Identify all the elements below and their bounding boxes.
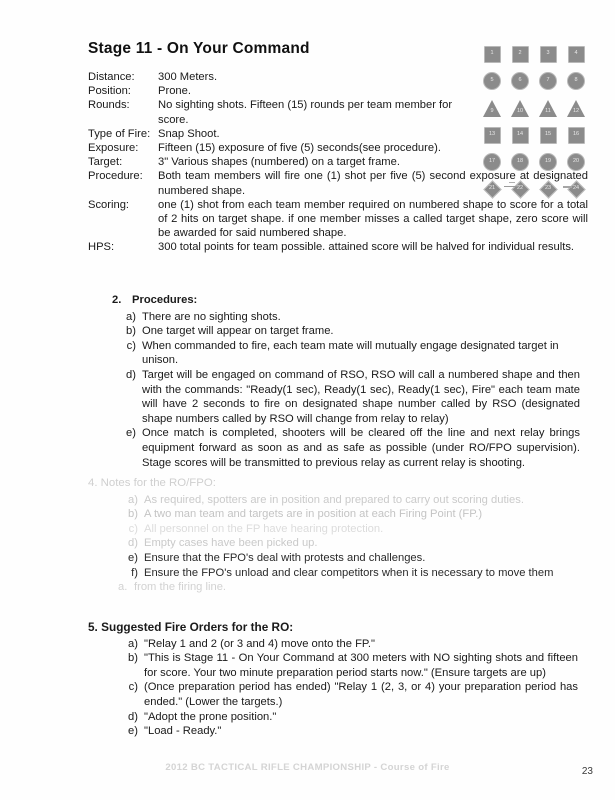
square-target-icon — [568, 127, 585, 144]
list-item — [116, 507, 578, 522]
list-item-marker: b) — [128, 652, 138, 665]
shape-number-label: 1 — [490, 50, 494, 57]
list-item — [116, 651, 578, 680]
list-item — [116, 536, 578, 551]
list-item-text: There are no sighting shots. — [142, 310, 281, 323]
shape-cell — [506, 44, 534, 64]
list-item — [116, 724, 578, 739]
list-item-text: "This is Stage 11 - On Your Command at 300 meters with NO sighting shots and fifteen for score. Your two minute preparation period starts now." (Ensure targets are up) — [144, 652, 578, 679]
shape-row — [478, 98, 590, 118]
list-item-marker: f) — [131, 566, 138, 579]
list-item-marker: d) — [126, 368, 136, 381]
list-item — [116, 710, 578, 725]
list-item — [116, 522, 578, 537]
spec-row — [88, 198, 588, 241]
list-item-marker: a) — [128, 493, 138, 506]
shape-number-label: 10 — [516, 108, 524, 115]
list-item — [116, 493, 578, 508]
list-item-marker: e) — [126, 427, 136, 440]
section-notes-subitem-text: from the firing line. — [134, 581, 227, 594]
shape-row — [478, 125, 590, 145]
spec-row — [88, 141, 468, 155]
list-item-text: "Relay 1 and 2 (or 3 and 4) move onto the FP." — [144, 637, 375, 650]
shape-cell — [478, 44, 506, 64]
shape-number-label: 23 — [544, 185, 552, 192]
spec-value: 3" Various shapes (numbered) on a target frame. — [158, 156, 400, 169]
shape-number-label: 20 — [572, 158, 580, 165]
spec-value: 300 Meters. — [158, 71, 218, 83]
section-notes-items — [88, 493, 578, 581]
spec-label: Type of Fire: — [88, 127, 151, 140]
list-item-marker: e) — [128, 725, 138, 738]
list-item-text: "Load - Ready." — [144, 725, 222, 738]
triangle-shape-fill — [567, 100, 585, 117]
spec-label: Distance: — [88, 71, 135, 83]
shape-cell — [506, 98, 534, 118]
circle-target-icon — [511, 72, 529, 90]
circle-target-icon — [483, 153, 501, 171]
triangle-target-icon — [483, 100, 502, 117]
list-item-marker: c) — [128, 522, 138, 535]
list-item — [112, 368, 580, 426]
spec-row — [88, 98, 468, 126]
shape-number-label: 16 — [572, 131, 580, 138]
square-target-icon — [484, 127, 501, 144]
section-fire-orders — [88, 620, 578, 739]
section-procedures-heading — [112, 293, 580, 308]
list-item-marker: c) — [128, 681, 138, 694]
list-item-text: When commanded to fire, each team mate will mutually engage designated target in unison. — [142, 339, 559, 367]
shape-cell — [506, 125, 534, 145]
shape-cell — [478, 71, 506, 91]
section-procedures-number: 2. — [112, 294, 122, 306]
section-procedures — [112, 293, 580, 470]
triangle-shape-fill — [483, 100, 501, 117]
spec-row — [88, 155, 468, 169]
shape-cell — [562, 71, 590, 91]
section-notes-heading: 4. Notes for the RO/FPO: — [88, 477, 216, 489]
shape-number-label: 9 — [490, 108, 494, 115]
shape-number-label: 4 — [574, 50, 578, 57]
shape-cell — [562, 44, 590, 64]
spec-value: No sighting shots. Fifteen (15) rounds per team member for score. — [158, 99, 453, 126]
list-item-text: A two man team and targets are in position at each Firing Point (FP.) — [144, 508, 483, 521]
triangle-shape-fill — [511, 100, 529, 117]
list-item-marker: a) — [126, 310, 136, 323]
square-target-icon — [512, 127, 529, 144]
list-item-marker: d) — [128, 537, 138, 550]
square-target-icon — [512, 46, 529, 63]
shape-number-label: 13 — [488, 131, 496, 138]
shape-row — [478, 44, 590, 64]
shape-row — [478, 71, 590, 91]
shape-cell — [562, 125, 590, 145]
list-item-marker: b) — [128, 508, 138, 521]
circle-target-icon — [567, 153, 585, 171]
square-target-icon — [484, 46, 501, 63]
shape-number-label: 24 — [572, 185, 580, 192]
circle-target-icon — [511, 153, 529, 171]
section-procedures-items — [112, 310, 580, 471]
shape-cell — [478, 125, 506, 145]
shape-cell — [534, 44, 562, 64]
spec-label: Procedure: — [88, 170, 143, 183]
page-title: Stage 11 - On Your Command — [88, 40, 310, 57]
shape-number-label: 15 — [544, 131, 552, 138]
list-item — [116, 680, 578, 709]
square-target-icon — [568, 46, 585, 63]
shape-number-label: 6 — [518, 77, 522, 84]
shape-number-label: 2 — [518, 50, 522, 57]
spec-row — [88, 127, 468, 141]
spec-label: Rounds: — [88, 99, 130, 112]
circle-target-icon — [539, 72, 557, 90]
shape-number-label: 12 — [572, 108, 580, 115]
spec-label: Target: — [88, 156, 123, 169]
shape-number-label: 5 — [490, 77, 494, 84]
list-item — [116, 551, 578, 566]
list-item-text: Empty cases have been picked up. — [144, 537, 318, 550]
spec-value: Both team members will fire one (1) shot per five (5) second exposure at designated numbered shape. — [158, 170, 588, 197]
spec-row — [88, 70, 468, 84]
shape-cell — [534, 71, 562, 91]
spec-value: one (1) shot from each team member required on numbered shape to score for a total of 2 hits on target shape. if one member misses a called target shape, zero score will be awarded for said numbered shape. — [158, 198, 588, 240]
list-item-text: Ensure the FPO's unload and clear competitors when it is necessary to move them — [144, 566, 554, 579]
shape-cell — [506, 71, 534, 91]
list-item-text: Target will be engaged on command of RSO, RSO will call a numbered shape and then with the commands: "Ready(1 sec), Ready(1 sec), Ready(1 sec), Fire" each team mate will have 2 seconds to fire on designated shape number called by RSO (designated shape numbers called by RSO will change from relay to relay) — [142, 368, 580, 425]
section-fire-orders-items — [88, 637, 578, 739]
list-item-text: Ensure that the FPO's deal with protests and challenges. — [144, 551, 426, 564]
shape-number-label: 3 — [546, 50, 550, 57]
circle-target-icon — [567, 72, 585, 90]
shape-number-label: 11 — [545, 108, 551, 115]
list-item-marker: a) — [128, 637, 138, 650]
page-number: 23 — [581, 766, 593, 777]
shape-cell — [534, 98, 562, 118]
list-item — [112, 310, 580, 325]
list-item-marker: b) — [126, 325, 136, 338]
list-item — [116, 566, 578, 581]
spec-row — [88, 240, 575, 254]
section-procedures-title: Procedures: — [132, 294, 198, 306]
list-item — [112, 339, 580, 368]
triangle-target-icon — [511, 100, 530, 117]
triangle-shape-fill — [539, 100, 557, 117]
shape-cell — [562, 98, 590, 118]
list-item-text: One target will appear on target frame. — [142, 325, 334, 338]
section-notes-subitem — [88, 580, 578, 595]
spec-value: Snap Shoot. — [158, 127, 220, 140]
list-item-marker: c) — [126, 339, 136, 352]
shape-number-label: 8 — [574, 77, 578, 84]
spec-value: 300 total points for team possible. attained score will be halved for individual results. — [158, 241, 575, 254]
list-item-text: All personnel on the FP have hearing protection. — [144, 522, 384, 535]
spec-row — [88, 84, 468, 98]
list-item — [112, 324, 580, 339]
list-item-text: "Adopt the prone position." — [144, 710, 277, 723]
list-item-marker: e) — [128, 551, 138, 564]
spec-label: Position: — [88, 85, 131, 98]
list-item — [116, 637, 578, 652]
spec-label: Exposure: — [88, 142, 139, 155]
shape-number-label: 22 — [516, 185, 524, 192]
shape-number-label: 7 — [546, 77, 550, 84]
section-notes-subitem-marker: a. — [118, 581, 128, 594]
list-item-text: (Once preparation period has ended) "Relay 1 (2, 3, or 4) your preparation period has ended." (Lower the targets.) — [144, 681, 578, 708]
section-notes-rofpo — [88, 476, 578, 595]
list-item-text: As required, spotters are in position and prepared to carry out scoring duties. — [144, 493, 524, 506]
circle-target-icon — [539, 153, 557, 171]
shape-cell — [478, 98, 506, 118]
shape-number-label: 21 — [488, 185, 496, 192]
shape-number-label: 19 — [544, 158, 552, 165]
triangle-target-icon — [567, 100, 586, 117]
list-item — [112, 426, 580, 470]
spec-label: HPS: — [88, 241, 115, 254]
list-item-marker: d) — [128, 710, 138, 723]
section-fire-orders-heading: 5. Suggested Fire Orders for the RO: — [88, 620, 294, 634]
square-target-icon — [540, 46, 557, 63]
spec-value: Fifteen (15) exposure of five (5) seconds(see procedure). — [158, 142, 441, 155]
spec-value: Prone. — [158, 85, 191, 98]
shape-number-label: 14 — [516, 131, 524, 138]
shape-number-label: 18 — [516, 158, 524, 165]
page-footer: 2012 BC TACTICAL RIFLE CHAMPIONSHIP - Course of Fire — [165, 762, 450, 773]
square-target-icon — [540, 127, 557, 144]
circle-target-icon — [483, 72, 501, 90]
spec-label: Scoring: — [88, 198, 130, 211]
shape-cell — [534, 125, 562, 145]
list-item-text: Once match is completed, shooters will be cleared off the line and next relay brings equipment forward as soon as and as safe as possible (under RO/FPO supervision). Stage scores will be transmitted to previous relay as current relay is shooting. — [142, 427, 580, 469]
triangle-target-icon — [539, 100, 558, 117]
shape-number-label: 17 — [488, 158, 496, 165]
